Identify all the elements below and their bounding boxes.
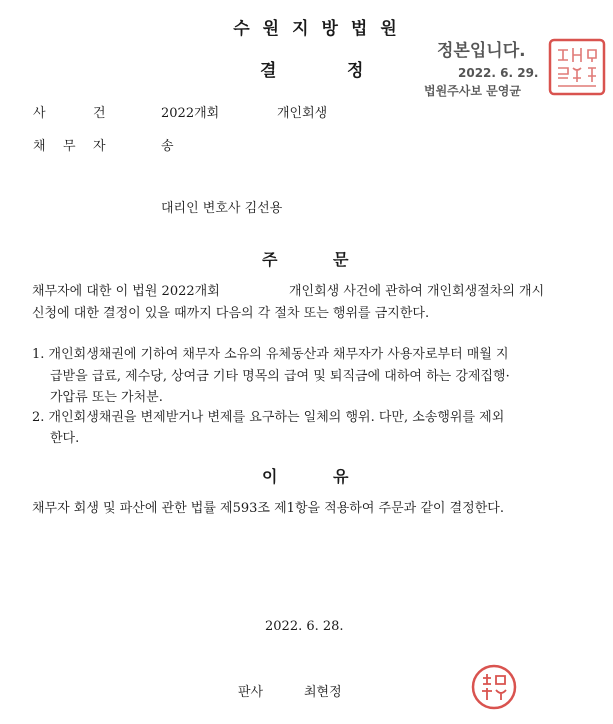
debtor-label-char-1: 채 [33, 139, 46, 154]
case-label-char-1: 사 [33, 106, 46, 121]
certified-copy-title: 정본입니다. [437, 41, 526, 61]
case-label-char-2: 건 [93, 106, 106, 121]
debtor-name: 송 [161, 139, 174, 154]
certified-copy-date: 2022. 6. 29. [458, 66, 539, 80]
reason-text: 채무자 회생 및 파산에 관한 법률 제593조 제1항을 적용하여 주문과 같이 결정한다. [32, 501, 504, 516]
judge-title: 판사 [238, 685, 264, 700]
judge-name: 최현정 [304, 685, 342, 700]
order-item2-line1: 2. 개인회생채권을 변제받거나 변제를 요구하는 일체의 행위. 다만, 소송행위를 제외 [32, 410, 505, 425]
order-heading-second-char: 문 [333, 250, 349, 269]
court-clerk: 법원주사보 문영균 [424, 84, 521, 98]
debtor-label-char-3: 자 [93, 139, 106, 154]
order-heading-first-char: 주 [262, 250, 278, 269]
order-item1-line1: 1. 개인회생채권에 기하여 채무자 소유의 유체동산과 채무자가 사용자로부터 매월 지 [32, 347, 509, 362]
order-item1-line3: 가압류 또는 가처분. [50, 390, 163, 405]
reason-heading-second-char: 유 [333, 467, 349, 486]
debtor-label-char-2: 무 [63, 139, 76, 154]
court-name: 수원지방법원 [233, 19, 410, 39]
decision-date: 2022. 6. 28. [265, 619, 344, 634]
document-type-second-char: 정 [347, 61, 364, 81]
judge-seal [471, 664, 517, 710]
document-type-first-char: 결 [260, 61, 277, 81]
order-item2-line2: 한다. [50, 431, 80, 446]
order-intro-line2: 신청에 대한 결정이 있을 때까지 다음의 각 절차 또는 행위를 금지한다. [32, 306, 430, 321]
debtor-agent: 대리인 변호사 김선용 [161, 201, 283, 216]
order-intro-line1-part1: 채무자에 대한 이 법원 2022개회 [32, 284, 220, 299]
court-seal [548, 38, 606, 96]
order-intro-line1-part2: 개인회생 사건에 관하여 개인회생절차의 개시 [289, 284, 545, 299]
order-item1-line2: 급받을 급료, 제수당, 상여금 기타 명목의 급여 및 퇴직금에 대하여 하는 강제집행· [50, 369, 510, 384]
case-number: 2022개회 [161, 106, 220, 121]
reason-heading-first-char: 이 [262, 467, 278, 486]
case-type: 개인회생 [277, 106, 328, 121]
